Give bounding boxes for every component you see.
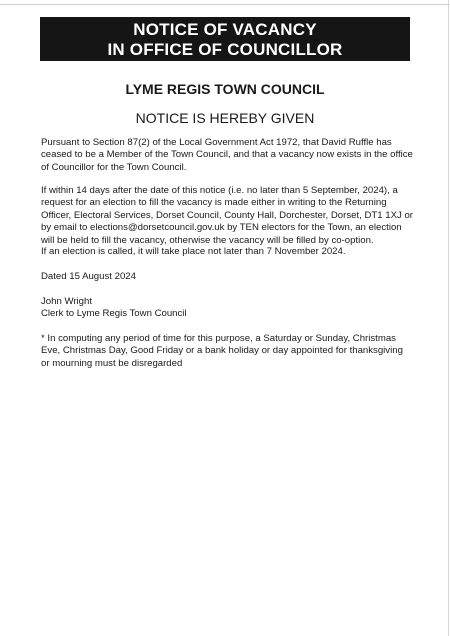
banner-line-2: IN OFFICE OF COUNCILLOR — [107, 40, 343, 59]
footnote-paragraph: * In computing any period of time for this purpose, a Saturday or Sunday, Christmas Eve, Christmas Day, Good Friday or a bank holiday or day appointed for thanksgiving or mourning must be disregarded — [41, 333, 403, 369]
notice-banner — [40, 17, 410, 61]
signatory-title: Clerk to Lyme Regis Town Council — [41, 308, 187, 320]
signatory-name: John Wright — [41, 296, 93, 307]
election-date-paragraph: If an election is called, it will take place not later than 7 November 2024. — [41, 246, 346, 257]
council-heading: LYME REGIS TOWN COUNCIL — [125, 81, 325, 97]
signature-block — [41, 296, 413, 321]
banner-line-1: NOTICE OF VACANCY — [133, 20, 317, 39]
notice-given-heading: NOTICE IS HEREBY GIVEN — [135, 110, 315, 126]
election-request-paragraph: If within 14 days after the date of this notice (i.e. no later than 5 September, 2024), a request for an election to fill the vacancy is made either in writing to the Returning Officer, Electoral Services, Dorset Council, County Hall, Dorchester, Dorset, DT1 1XJ or by email to elections@dorsetcouncil.gov.uk by TEN electors for the Town, an election will be held to fill the vacancy, otherwise the vacancy will be filled by co-option. — [41, 185, 413, 246]
dated-line: Dated 15 August 2024 — [41, 271, 136, 282]
pursuant-paragraph: Pursuant to Section 87(2) of the Local Government Act 1972, that David Ruffle has ceased to be a Member of the Town Council, and that a vacancy now exists in the office of Councillor for the Town Council. — [41, 137, 413, 173]
scan-edge-top — [0, 4, 450, 5]
